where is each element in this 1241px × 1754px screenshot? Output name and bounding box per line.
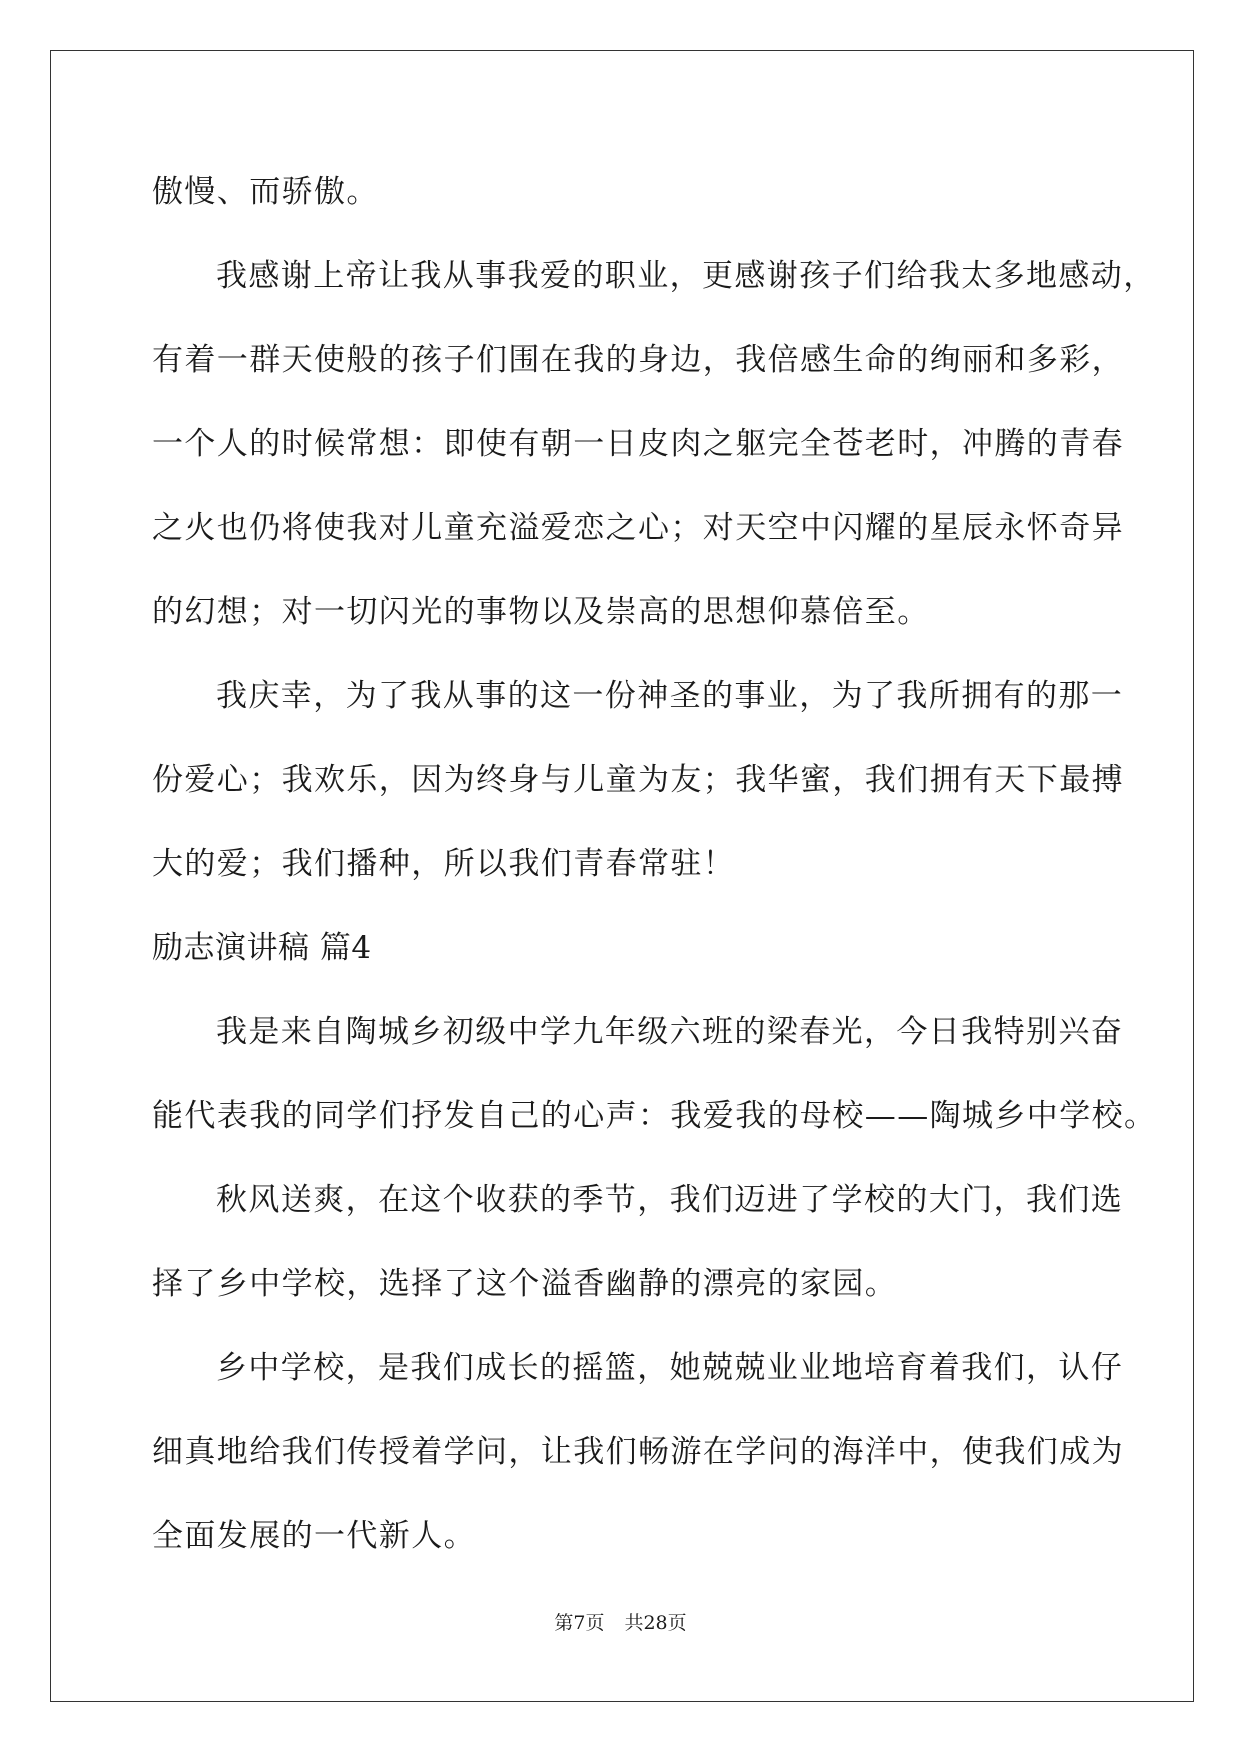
text-line: 我感谢上帝让我从事我爱的职业，更感谢孩子们给我太多地感动， bbox=[216, 258, 1156, 294]
section-heading: 励志演讲稿 篇4 bbox=[152, 930, 372, 966]
text-line: 我庆幸，为了我从事的这一份神圣的事业，为了我所拥有的那一 bbox=[216, 678, 1124, 714]
text-line: 份爱心；我欢乐，因为终身与儿童为友；我华蜜，我们拥有天下最搏 bbox=[152, 762, 1124, 798]
text-line: 细真地给我们传授着学问，让我们畅游在学问的海洋中，使我们成为 bbox=[152, 1434, 1124, 1470]
text-line: 大的爱；我们播种，所以我们青春常驻！ bbox=[152, 846, 736, 882]
text-line: 一个人的时候常想：即使有朝一日皮肉之躯完全苍老时，冲腾的青春 bbox=[152, 426, 1124, 462]
page-footer bbox=[0, 1608, 1241, 1635]
text-line: 傲慢、而骄傲。 bbox=[152, 174, 379, 210]
text-line: 秋风送爽，在这个收获的季节，我们迈进了学校的大门，我们选 bbox=[216, 1182, 1124, 1218]
text-line: 能代表我的同学们抒发自己的心声：我爱我的母校——陶城乡中学校。 bbox=[152, 1098, 1157, 1134]
page-number: 第7页 bbox=[554, 1612, 605, 1634]
text-line: 全面发展的一代新人。 bbox=[152, 1518, 476, 1554]
text-line: 有着一群天使般的孩子们围在我的身边，我倍感生命的绚丽和多彩， bbox=[152, 342, 1124, 378]
text-line: 之火也仍将使我对儿童充溢爱恋之心；对天空中闪耀的星辰永怀奇异 bbox=[152, 510, 1124, 546]
page-total: 共28页 bbox=[624, 1612, 687, 1634]
text-line: 的幻想；对一切闪光的事物以及崇高的思想仰慕倍至。 bbox=[152, 594, 930, 630]
document-body bbox=[152, 150, 1157, 1578]
text-line: 乡中学校，是我们成长的摇篮，她兢兢业业地培育着我们，认仔 bbox=[216, 1350, 1124, 1386]
text-line: 择了乡中学校，选择了这个溢香幽静的漂亮的家园。 bbox=[152, 1266, 898, 1302]
text-line: 我是来自陶城乡初级中学九年级六班的梁春光，今日我特别兴奋 bbox=[216, 1014, 1124, 1050]
